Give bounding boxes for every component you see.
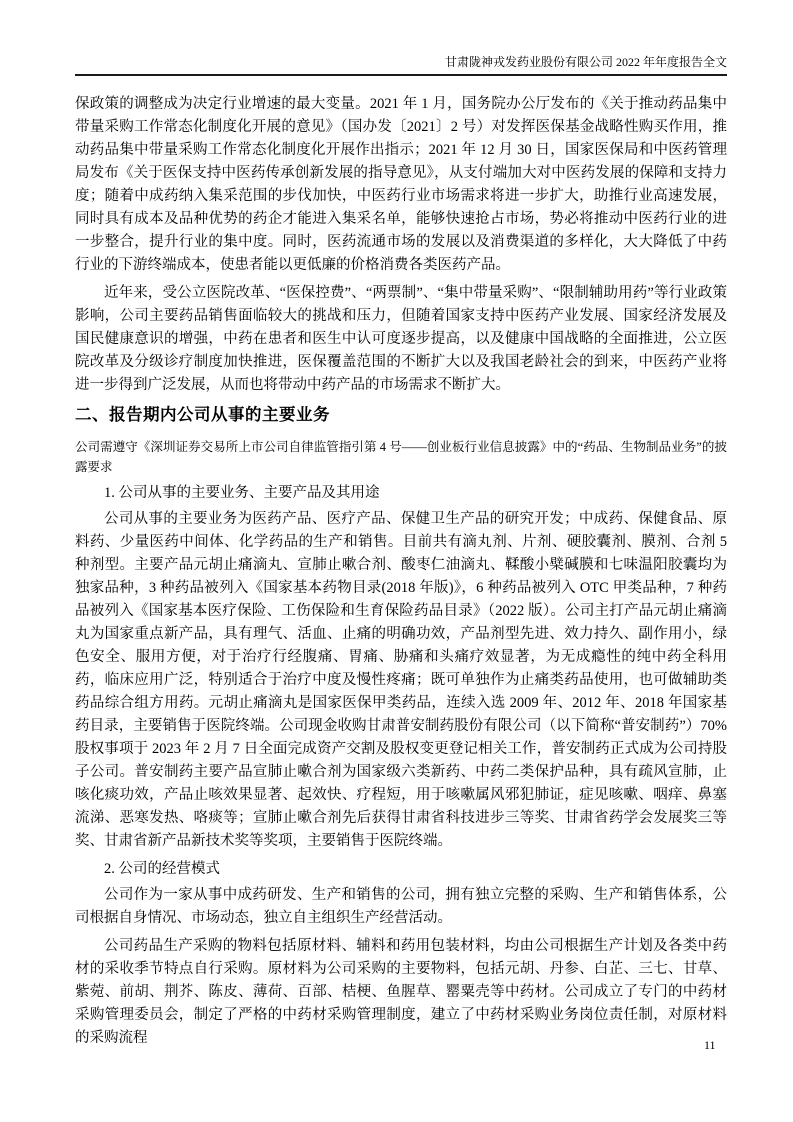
subsection-title-main-products: 1. 公司从事的主要业务、主要产品及其用途: [104, 485, 380, 501]
operation-model-paragraph-2: 公司药品生产采购的物料包括原材料、辅料和药用包装材料，均由公司根据生产计划及各类中药材的采收季节特点自行采购。原材料为公司采购的主要物料，包括元胡、丹参、白芷、三七、甘草、紫菀、前胡、荆芥、陈皮、薄荷、百部、桔梗、鱼腥草、罂粟壳等中药材。公司成立了专门的中药材采购管理委员会，制定了严格的中药材采购管理制度，建立了中药材采购业务岗位责任制，对原材料的采购流程: [75, 938, 727, 1046]
main-products-paragraph: 公司从事的主要业务为医药产品、医疗产品、保健卫生产品的研究开发；中成药、保健食品、原料药、少量医药中间体、化学药品的生产和销售。目前共有滴丸剂、片剂、硬胶囊剂、膜剂、合剂 5 种剂型。主要产品元胡止痛滴丸、宣肺止嗽合剂、酸枣仁油滴丸、鞣酸小檗碱膜和七味温阳胶囊均为独家品种，3 种药品被列入《国家基本药物目录(2018 年版)》，6 种药品被列入 OTC 甲类品种，7 种药品被列入《国家基本医疗保险、工伤保险和生育保险药品目录》（2022 版）。公司主打产品元胡止痛滴丸为国家重点新产品，具有理气、活血、止痛的明确功效，产品剂型先进、效力持久、副作用小，绿色安全、服用方便，对于治疗行经腹痛、胃痛、胁痛和头痛疗效显著，为无成瘾性的纯中药全科用药，临床应用广泛，特别适合于治疗中度及慢性疼痛；既可单独作为止痛类药品使用，也可做辅助类药品综合组方用药。元胡止痛滴丸是国家医保甲类药品，连续入选 2009 年、2012 年、2018 年国家基药目录，主要销售于医院终端。公司现金收购甘肃普安制药股份有限公司（以下简称“普安制药”）70%股权事项于 2023 年 2 月 7 日全面完成资产交割及股权变更登记相关工作，普安制药正式成为公司持股子公司。普安制药主要产品宣肺止嗽合剂为国家级六类新药、中药二类保护品种，具有疏风宣肺，止咳化痰功效，产品止咳效果显著、起效快、疗程短，用于咳嗽属风邪犯肺证，症见咳嗽、咽痒、鼻塞流涕、恶寒发热、咯痰等；宣肺止嗽合剂先后获得甘肃省科技进步三等奖、甘肃省药学会发展奖三等奖、甘肃省新产品新技术奖等奖项，主要销售于医院终端。: [75, 511, 727, 849]
page-body: [75, 93, 727, 1055]
disclosure-requirement-notice: 公司需遵守《深圳证券交易所上市公司自律监管指引第 4 号——创业板行业信息披露》中的“药品、生物制品业务”的披露要求: [75, 440, 727, 474]
report-header-title: 甘肃陇神戎发药业股份有限公司 2022 年年度报告全文: [444, 55, 727, 69]
industry-paragraph-2: 近年来，受公立医院改革、“医保控费”、“两票制”、“集中带量采购”、“限制辅助用药”等行业政策影响，公司主要药品销售面临较大的挑战和压力，但随着国家支持中医药产业发展、国家经济发展及国民健康意识的增强，中药在患者和医生中认可度逐步提高，以及健康中国战略的全面推进，公立医院改革及分级诊疗制度加快推进，医保覆盖范围的不断扩大以及我国老龄社会的到来，中医药产业将进一步得到广泛发展，从而也将带动中药产品的市场需求不断扩大。: [75, 285, 727, 393]
operation-model-paragraph-1: 公司作为一家从事中成药研发、生产和销售的公司，拥有独立完整的采购、生产和销售体系，公司根据自身情况、市场动态，独立自主组织生产经营活动。: [75, 887, 727, 926]
report-header: [75, 54, 727, 76]
page-number: 11: [704, 1038, 716, 1052]
section-heading-main-business: 二、报告期内公司从事的主要业务: [75, 406, 330, 424]
industry-paragraph-1: 保政策的调整成为决定行业增速的最大变量。2021 年 1 月，国务院办公厅发布的《关于推动药品集中带量采购工作常态化制度化开展的意见》（国办发〔2021〕2 号）对发挥医保基金战略性购买作用，推动药品集中带量采购工作常态化制度化开展作出指示；2021 年 12 月 30 日，国家医保局和中医药管理局发布《关于医保支持中医药传承创新发展的指导意见》，从支付端加大对中医药发展的保障和支持力度；随着中成药纳入集采范围的步伐加快，中医药行业市场需求将进一步扩大，助推行业高速发展，同时具有成本及品种优势的药企才能进入集采名单，能够快速抢占市场，势必将推动中医药行业的进一步整合，提升行业的集中度。同时，医药流通市场的发展以及消费渠道的多样化，大大降低了中药行业的下游终端成本，使患者能以更低廉的价格消费各类医药产品。: [75, 96, 727, 273]
subsection-title-operation-model: 2. 公司的经营模式: [104, 861, 220, 877]
